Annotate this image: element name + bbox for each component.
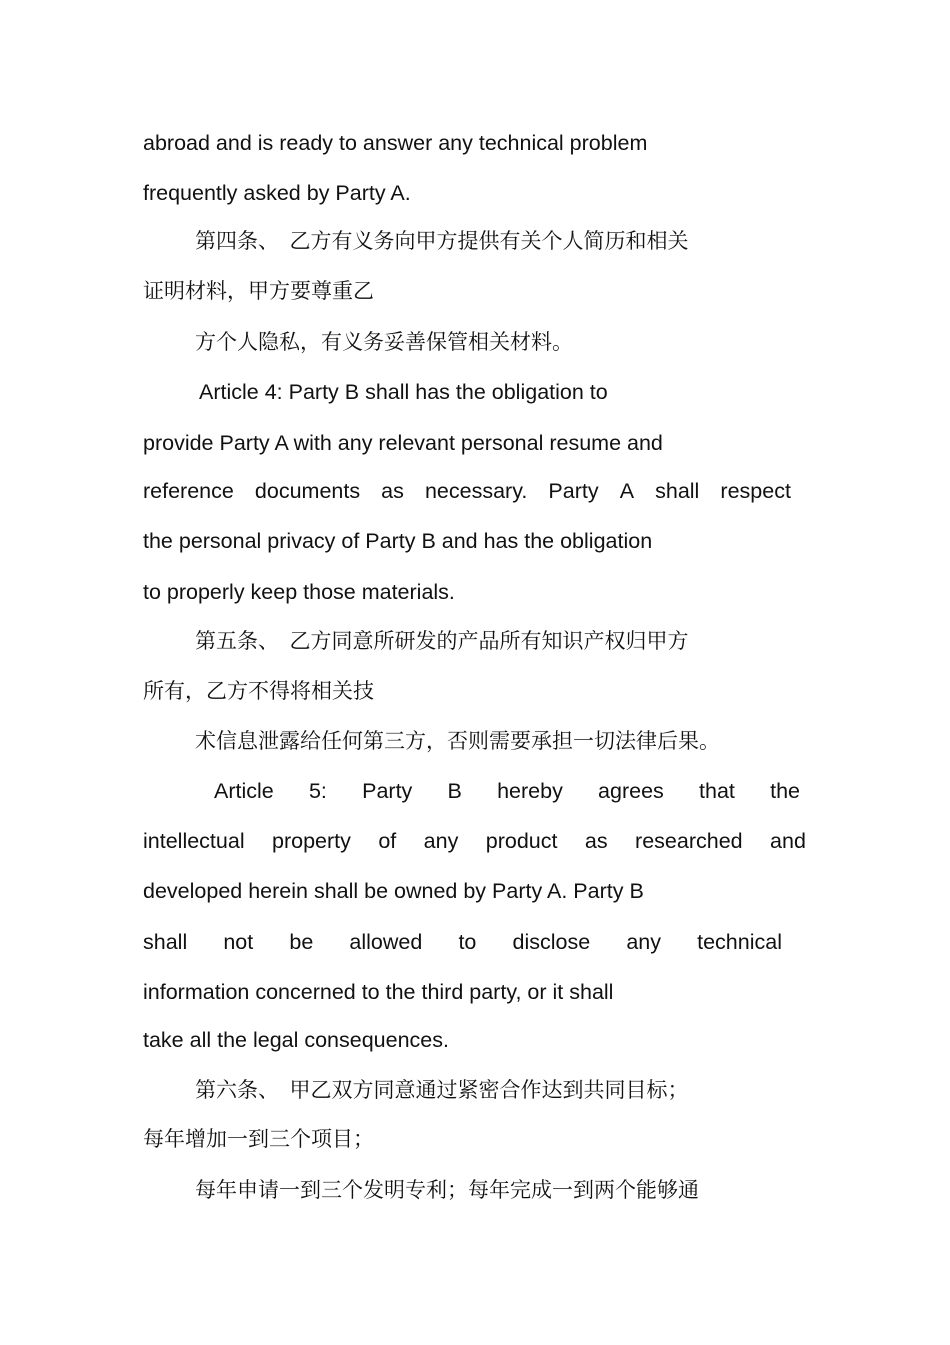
text-line: 每年增加一到三个项目； [143, 1127, 374, 1151]
word: to [458, 930, 477, 954]
word: that [699, 779, 735, 803]
article-5-heading-en [214, 776, 800, 806]
article-5-heading-zh: 第五条、 乙方同意所研发的产品所有知识产权归甲方 [195, 629, 689, 653]
word: be [289, 930, 314, 954]
article-6-heading-zh: 第六条、 甲乙双方同意通过紧密合作达到共同目标； [195, 1078, 689, 1102]
word: the [770, 779, 800, 803]
word: reference [143, 479, 234, 503]
word: as [381, 479, 404, 503]
text-line: provide Party A with any relevant personal resume and [143, 431, 663, 455]
word: property [272, 829, 351, 853]
text-line: 所有，乙方不得将相关技 [143, 679, 374, 703]
word: any [423, 829, 459, 853]
word: any [626, 930, 661, 954]
article-4-heading-zh: 第四条、 乙方有义务向甲方提供有关个人简历和相关 [195, 229, 689, 253]
word: not [223, 930, 254, 954]
word: allowed [349, 930, 423, 954]
word: shall [143, 930, 188, 954]
text-line: information concerned to the third party, or it shall [143, 980, 614, 1004]
text-line: to properly keep those materials. [143, 580, 455, 604]
word: disclose [512, 930, 591, 954]
word: B [447, 779, 462, 803]
word: Party [548, 479, 599, 503]
text-line: abroad and is ready to answer any technical problem [143, 131, 648, 155]
word: hereby [497, 779, 563, 803]
text-line: developed herein shall be owned by Party A. Party B [143, 879, 644, 903]
word: agrees [598, 779, 664, 803]
text-line: 术信息泄露给任何第三方，否则需要承担一切法律后果。 [195, 729, 720, 753]
word: Party [362, 779, 413, 803]
word: A [619, 479, 635, 503]
word: documents [254, 479, 361, 503]
text-line: take all the legal consequences. [143, 1028, 449, 1052]
text-line-justified [143, 826, 806, 856]
word: necessary. [424, 479, 528, 503]
text-line: 每年申请一到三个发明专利；每年完成一到两个能够通 [195, 1178, 699, 1202]
word: as [584, 829, 608, 853]
text-line-justified [143, 476, 791, 506]
word: and [770, 829, 806, 853]
word: Article [214, 779, 274, 803]
word: shall [655, 479, 700, 503]
word: 5: [308, 779, 327, 803]
word: researched [635, 829, 743, 853]
text-line: 证明材料，甲方要尊重乙 [143, 279, 374, 303]
word: respect [720, 479, 791, 503]
word: intellectual [143, 829, 245, 853]
word: of [378, 829, 397, 853]
text-line: frequently asked by Party A. [143, 181, 411, 205]
text-line: the personal privacy of Party B and has the obligation [143, 529, 653, 553]
text-line: 方个人隐私，有义务妥善保管相关材料。 [195, 330, 573, 354]
word: product [485, 829, 558, 853]
article-4-heading-en: Article 4: Party B shall has the obligation to [199, 380, 608, 404]
text-line-justified [143, 927, 782, 957]
word: technical [697, 930, 782, 954]
